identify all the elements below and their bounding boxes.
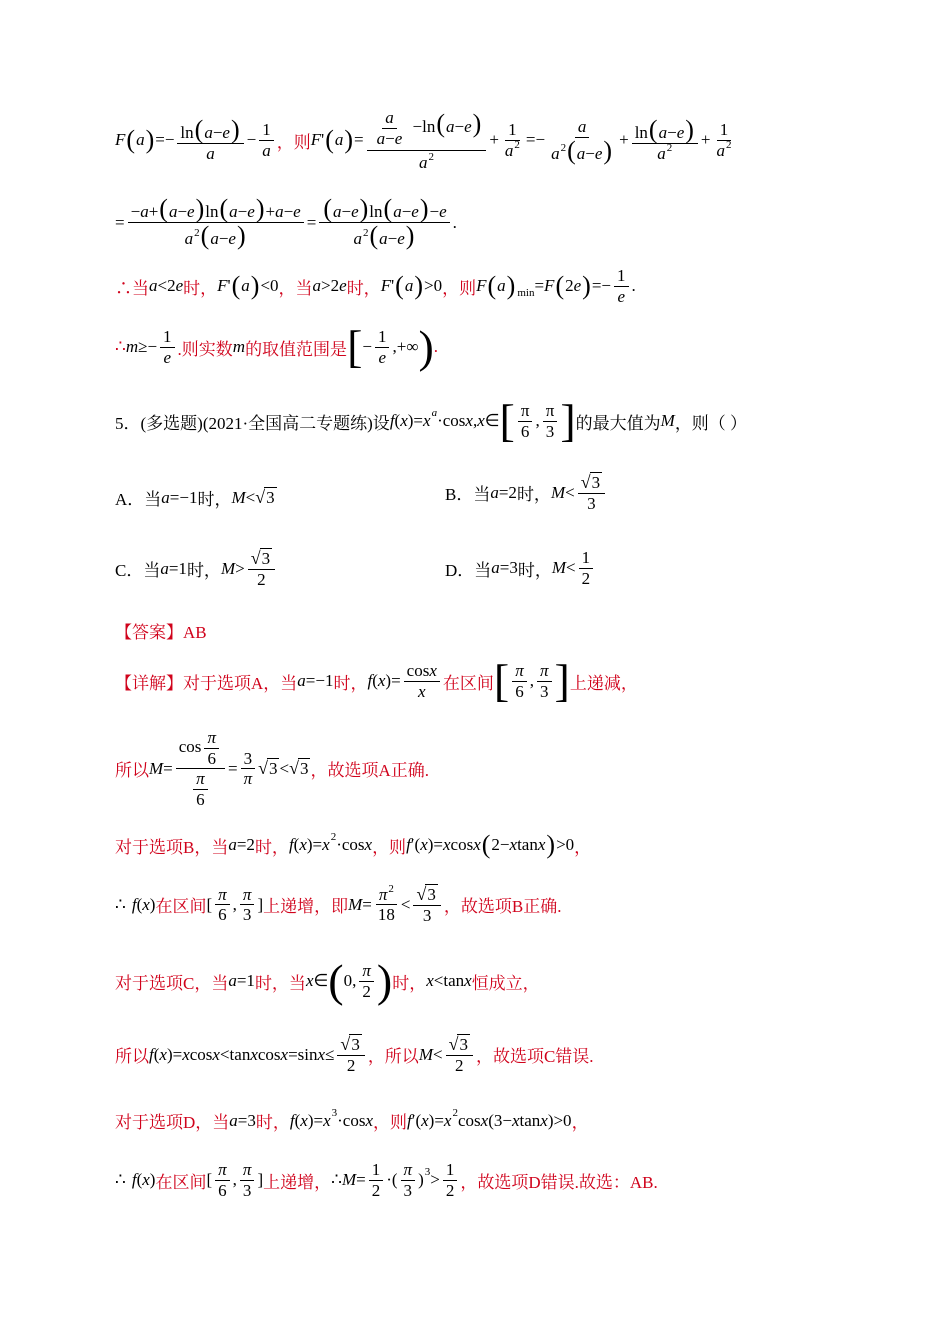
detail-a-result: 所以 M = cos $\frac{\pi}{6}$ $\frac{\pi}{6}$ = $\frac{3}{\pi}$ √ 3 < √ 3 ，故选项A正确. — [115, 728, 429, 809]
text-range3: 的取值范围是 — [245, 339, 348, 359]
line-m-range: ∴ m ≥− $\frac{1}{e}$ .则实数 m 的取值范围是 [ − $\frac{1}{e}$ ,+∞ ) . — [115, 321, 439, 372]
text-ze: ，则 — [276, 132, 311, 152]
line-F-simplified: = $\frac{-a+(a-e)\ln(a-e)+a-e}{a^2(a-e)}$ = $\frac{(a-e)\ln(a-e)-e}{a^2(a-e)}$ . — [115, 194, 457, 250]
text-shi2: 时， — [346, 278, 381, 298]
q5-prefix: 5．(多选题)(2021·全国高二专题练)设 — [115, 413, 390, 433]
line-F-derivative: F ( a ) =− $\frac{\ln(a-e)}{a}$ − $\frac{1}{a}$ ，则 F ' ( a ) = $\frac{a}{a-e}$ −ln(a−e) $a^2$ + $\frac{1}{a^2}$ =− $\frac{a}{a^2(a-e)}$ + $\frac{\ln(a-e)}{a^2}$ + $\frac{1}{a^2}$ — [115, 108, 732, 173]
frac-ln: $\frac{\ln(a-e)}{a}$ — [177, 117, 243, 164]
option-c[interactable]: C．当 a =1 时， M > √ 3 2 — [115, 548, 278, 589]
text-shi: 时， — [183, 278, 218, 298]
answer: 【答案】AB — [115, 623, 207, 642]
option-d[interactable]: D．当 a =3 时， M < $\frac{1}{2}$ — [445, 548, 596, 588]
detail-b-result: ∴ f ( x ) 在区间 [ $\frac{\pi}{6}$ , $\frac{\pi}{3}$ ] 上递增，即 M = $\frac{\pi^2}{18}$ < √ 3 3 ，故选项B正确. — [115, 882, 562, 925]
line-monotonic: ∴当 a <2 e 时， F ' ( a ) <0 ，当 a >2 e 时， F ' ( a ) >0 ，则 F ( a ) min = F ( 2 e ) =− $\frac{1}{e}$ . — [115, 266, 636, 306]
text-dang: ∴当 — [115, 278, 149, 298]
text-range2: .则实数 — [177, 339, 233, 359]
detail-a: 【详解】 对于选项A，当 a =−1 时， f ( x )= $\frac{\cos x}{x}$ 在区间 [ $\frac{\pi}{6}$ , $\frac{\pi}{3}$ ] 上递减， — [115, 655, 638, 706]
q5-mid: 的最大值为 — [575, 413, 661, 433]
detail-d: 对于选项D，当 a =3 时， f ( x )= x 3 ·cos x ，则 f ′( x )= x 2 cos x (3− x tan x )>0 ， — [115, 1106, 589, 1132]
detail-b: 对于选项B，当 a =2 时， f ( x )= x 2 ·cos x ，则 f ′( x )= x cos x ( 2− x tan x ) >0 ， — [115, 830, 592, 859]
detail-d-result: ∴ f ( x ) 在区间 [ $\frac{\pi}{6}$ , $\frac{\pi}{3}$ ] 上递增， ∴ M = $\frac{1}{2}$ ·( $\frac{\pi}{3}$ ) 3 > $\frac{1}{2}$ ，故选项D错误.故选：AB. — [115, 1160, 658, 1200]
text-ze2: ，则 — [442, 278, 477, 298]
question-5: 5．(多选题)(2021·全国高二专题练)设 f ( x )= x a ·cos x , x ∈ [ $\frac{\pi}{6}$ , $\frac{\pi}{3}$ ] 的最大值为 M ，则（ ） — [115, 395, 748, 446]
q5-suffix: ，则（ ） — [674, 413, 748, 433]
detail-c-result: 所以 f ( x )= x cos x <tan x cos x =sin x ≤ √ 3 2 ，所以 M < √ 3 2 ，故选项C错误. — [115, 1034, 594, 1075]
option-b[interactable]: B．当 a =2 时， M < √ 3 3 — [445, 472, 608, 513]
option-a[interactable]: A．当 a =−1 时， M < √ 3 — [115, 487, 275, 509]
text-therefore: ∴ — [115, 337, 126, 356]
detail-c: 对于选项C，当 a =1 时，当 x ∈ ( 0, $\frac{\pi}{2}$ ) 时， x <tan x 恒成立， — [115, 955, 540, 1006]
